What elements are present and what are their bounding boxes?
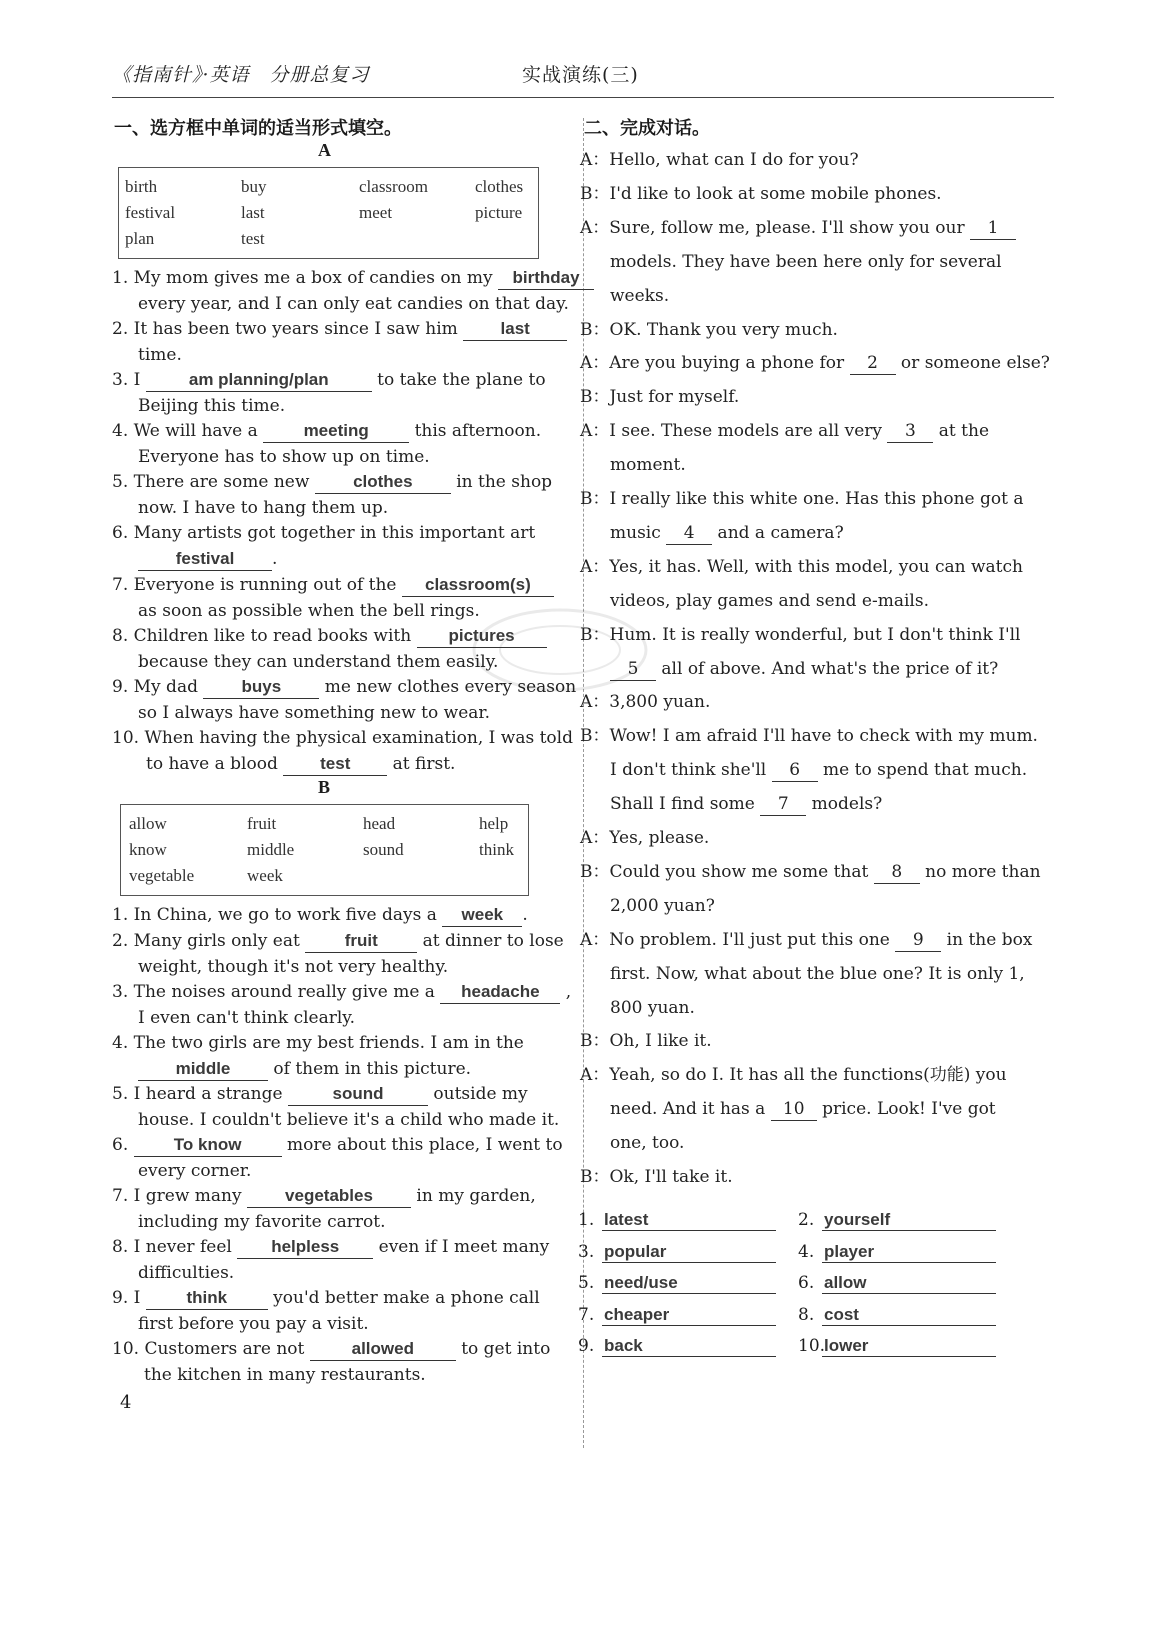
- q-text: in the shop: [456, 472, 553, 492]
- answer-item: [578, 1210, 776, 1231]
- answer-blank[interactable]: week: [442, 904, 522, 927]
- dialogue-line: [610, 657, 998, 681]
- question-b7: [112, 1183, 536, 1209]
- section2-title: 二、完成对话。: [584, 118, 710, 139]
- header-rule: [112, 97, 1054, 98]
- answer-value[interactable]: cost: [822, 1305, 996, 1326]
- box-word: picture: [475, 203, 523, 222]
- dialogue-line: B：Oh, I like it.: [580, 1031, 712, 1051]
- q-line2: Beijing this time.: [138, 396, 286, 416]
- q-line2: every corner.: [138, 1161, 252, 1181]
- q-num: 2.: [112, 931, 129, 951]
- q-text: I: [133, 1288, 141, 1308]
- answer-blank[interactable]: middle: [138, 1058, 268, 1081]
- q-text: I heard a strange: [133, 1084, 283, 1104]
- q-num: 7.: [112, 1186, 129, 1206]
- answer-blank[interactable]: To know: [134, 1134, 282, 1157]
- q-line2: including my favorite carrot.: [138, 1212, 386, 1232]
- question-a2: [112, 316, 567, 342]
- dialogue-line: B：Just for myself.: [580, 387, 740, 407]
- box-word: know: [129, 840, 167, 859]
- dialogue-text: price. Look! I've got: [816, 1099, 996, 1119]
- dialogue-text: in the box: [941, 930, 1033, 950]
- dialogue-line: A：Yeah, so do I. It has all the functions(功能) you: [580, 1065, 1007, 1085]
- q-num: 8.: [112, 1237, 129, 1257]
- question-a8: [112, 623, 547, 649]
- dialogue-line: [580, 860, 1041, 884]
- question-a10: [112, 725, 573, 751]
- q-line2: [146, 751, 455, 777]
- question-b8: [112, 1234, 549, 1260]
- q-text: me new clothes every season: [324, 677, 577, 697]
- q-text: Children like to read books with: [133, 626, 412, 646]
- dialogue-blank[interactable]: 7: [760, 793, 806, 816]
- q-text: I never feel: [133, 1237, 232, 1257]
- dialogue-text: B：Could you show me some that: [580, 862, 874, 882]
- q-num: 2.: [112, 319, 129, 339]
- answer-blank[interactable]: birthday: [498, 267, 594, 290]
- q-text: The noises around really give me a: [133, 982, 435, 1002]
- q-text: more about this place, I went to: [287, 1135, 563, 1155]
- question-b9: [112, 1285, 540, 1311]
- boxA-label: A: [318, 140, 331, 160]
- dialogue-line: [610, 521, 844, 545]
- dialogue-text: all of above. And what's the price of it?: [656, 659, 999, 679]
- box-word: festival: [125, 203, 176, 222]
- dialogue-blank[interactable]: 2: [850, 352, 896, 375]
- q-text: at first.: [392, 754, 456, 774]
- dialogue-blank[interactable]: 1: [970, 217, 1016, 240]
- box-word: buy: [241, 177, 267, 196]
- q-line2: first before you pay a visit.: [138, 1314, 369, 1334]
- q-text: you'd better make a phone call: [273, 1288, 540, 1308]
- answer-blank[interactable]: allowed: [310, 1338, 456, 1361]
- answer-number: 2.: [798, 1210, 815, 1230]
- answer-item: [798, 1210, 996, 1231]
- answer-value[interactable]: need/use: [602, 1273, 776, 1294]
- section1-title: 一、选方框中单词的适当形式填空。: [114, 118, 402, 139]
- question-b6: [112, 1132, 563, 1158]
- q-text: this afternoon.: [414, 421, 542, 441]
- question-b2: [112, 928, 564, 954]
- dialogue-line: 2,000 yuan?: [610, 896, 715, 916]
- answer-number: 10.: [798, 1336, 826, 1356]
- answer-item: [578, 1336, 776, 1357]
- dialogue-text: no more than: [919, 862, 1041, 882]
- boxB-label: B: [318, 777, 331, 797]
- q-line2: the kitchen in many restaurants.: [144, 1365, 426, 1385]
- answer-value[interactable]: lower: [822, 1336, 996, 1357]
- dialogue-blank[interactable]: 3: [887, 420, 933, 443]
- answer-item: [578, 1273, 776, 1294]
- dialogue-text: I don't think she'll: [610, 760, 772, 780]
- dialogue-line: weeks.: [610, 286, 670, 306]
- q-text: to get into: [461, 1339, 551, 1359]
- dialogue-line: [580, 351, 1050, 375]
- question-b10: [112, 1336, 550, 1362]
- q-num: 4.: [112, 1033, 129, 1053]
- box-word: think: [479, 840, 514, 859]
- q-num: 4.: [112, 421, 129, 441]
- q-line2: so I always have something new to wear.: [138, 703, 491, 723]
- q-text: When having the physical examination, I was told: [144, 728, 573, 748]
- box-word: birth: [125, 177, 158, 196]
- q-line2: time.: [138, 345, 182, 365]
- dialogue-line: models. They have been here only for several: [610, 252, 1002, 272]
- q-line2: as soon as possible when the bell rings.: [138, 601, 480, 621]
- q-text: Everyone is running out of the: [133, 575, 397, 595]
- dialogue-line: B：I'd like to look at some mobile phones.: [580, 184, 942, 204]
- q-line2: house. I couldn't believe it's a child who made it.: [138, 1110, 560, 1130]
- answer-blank[interactable]: test: [283, 753, 387, 776]
- dialogue-blank[interactable]: 8: [874, 861, 920, 884]
- question-a4: [112, 418, 541, 444]
- question-b3: [112, 979, 571, 1005]
- dialogue-text: at the: [933, 421, 990, 441]
- dialogue-line: 800 yuan.: [610, 998, 695, 1018]
- dialogue-line: [580, 928, 1032, 952]
- dialogue-text: Shall I find some: [610, 794, 761, 814]
- dialogue-line: [610, 792, 882, 816]
- box-word: week: [247, 866, 283, 885]
- q-num: 6.: [112, 523, 129, 543]
- dialogue-text: A：I see. These models are all very: [580, 421, 888, 441]
- dialogue-line: first. Now, what about the blue one? It is only 1,: [610, 964, 1025, 984]
- q-line2: because they can understand them easily.: [138, 652, 499, 672]
- q-num: 9.: [112, 1288, 129, 1308]
- box-word: last: [241, 203, 265, 222]
- dialogue-line: B：OK. Thank you very much.: [580, 320, 838, 340]
- dialogue-line: videos, play games and send e-mails.: [610, 591, 929, 611]
- q-text: I: [133, 370, 141, 390]
- question-a9: [112, 674, 576, 700]
- q-text: We will have a: [133, 421, 258, 441]
- dialogue-line: moment.: [610, 455, 686, 475]
- q-num: 9.: [112, 677, 129, 697]
- dialogue-line: A：3,800 yuan.: [580, 692, 711, 712]
- dialogue-line: A：Hello, what can I do for you?: [580, 150, 859, 170]
- answer-item: [798, 1336, 996, 1357]
- answer-value[interactable]: yourself: [822, 1210, 996, 1231]
- q-num: 7.: [112, 575, 129, 595]
- box-word: classroom: [359, 177, 428, 196]
- answer-value[interactable]: allow: [822, 1273, 996, 1294]
- box-word: clothes: [475, 177, 524, 196]
- dialogue-blank[interactable]: 10: [771, 1098, 817, 1121]
- answer-blank[interactable]: sound: [288, 1083, 428, 1106]
- answer-value[interactable]: popular: [602, 1242, 776, 1263]
- word-box-b: [120, 804, 529, 896]
- dialogue-blank[interactable]: 6: [772, 759, 818, 782]
- answer-item: [578, 1242, 776, 1263]
- question-a7: [112, 572, 554, 598]
- box-word: sound: [363, 840, 404, 859]
- q-text: Many girls only eat: [133, 931, 300, 951]
- q-text: in my garden,: [416, 1186, 536, 1206]
- answer-blank[interactable]: vegetables: [247, 1185, 411, 1208]
- answer-blank[interactable]: helpless: [237, 1236, 373, 1259]
- q-line2: Everyone has to show up on time.: [138, 447, 430, 467]
- box-word: plan: [125, 229, 155, 248]
- answer-number: 4.: [798, 1241, 815, 1262]
- dialogue-line: one, too.: [610, 1133, 685, 1153]
- question-a6: [112, 520, 535, 546]
- dialogue-line: B：Wow! I am afraid I'll have to check with my mum.: [580, 726, 1038, 746]
- box-word: help: [479, 814, 509, 833]
- dialogue-blank[interactable]: 9: [895, 929, 941, 952]
- answer-number: 6.: [798, 1273, 815, 1293]
- box-word: meet: [359, 203, 393, 222]
- question-b4: [112, 1030, 524, 1056]
- q-text: ,: [565, 982, 572, 1002]
- answer-item: [798, 1242, 996, 1263]
- q-text: to have a blood: [146, 754, 278, 774]
- box-word: vegetable: [129, 866, 195, 885]
- dialogue-text: A：No problem. I'll just put this one: [580, 930, 896, 950]
- dialogue-text: A：Sure, follow me, please. I'll show you our: [580, 218, 970, 238]
- answer-value[interactable]: player: [822, 1242, 996, 1263]
- q-text: .: [272, 549, 278, 569]
- dialogue-text: models?: [806, 794, 883, 814]
- q-num: 5.: [112, 1084, 129, 1104]
- dialogue-text: me to spend that much.: [817, 760, 1028, 780]
- box-word: middle: [247, 840, 295, 859]
- word-box-a: [118, 167, 539, 259]
- q-num: 3.: [112, 370, 129, 390]
- box-word: allow: [129, 814, 167, 833]
- q-text: .: [522, 905, 528, 925]
- header-book-title: 《指南针》·英语 分册总复习: [112, 64, 370, 86]
- q-line2: every year, and I can only eat candies on that day.: [138, 294, 569, 314]
- answer-number: 1.: [578, 1210, 595, 1230]
- q-num: 1.: [112, 268, 129, 288]
- dialogue-text: or someone else?: [895, 353, 1050, 373]
- q-line2: [138, 1056, 471, 1082]
- q-text: The two girls are my best friends. I am in the: [133, 1033, 524, 1053]
- question-b1: [112, 902, 528, 928]
- answer-value[interactable]: back: [602, 1336, 776, 1357]
- q-text: at dinner to lose: [422, 931, 564, 951]
- answer-blank[interactable]: fruit: [305, 930, 417, 953]
- q-line2: difficulties.: [138, 1263, 235, 1283]
- answer-blank[interactable]: pictures: [417, 625, 547, 648]
- answer-blank[interactable]: classroom(s): [402, 574, 554, 597]
- dialogue-line: [610, 1097, 996, 1121]
- q-text: I grew many: [133, 1186, 242, 1206]
- dialogue-text: need. And it has a: [610, 1099, 771, 1119]
- q-text: My mom gives me a box of candies on my: [133, 268, 493, 288]
- dialogue-blank[interactable]: 4: [666, 522, 712, 545]
- q-line2: weight, though it's not very healthy.: [138, 957, 449, 977]
- dialogue-line: B：I really like this white one. Has this phone got a: [580, 489, 1024, 509]
- q-text: In China, we go to work five days a: [133, 905, 437, 925]
- box-word: fruit: [247, 814, 277, 833]
- dialogue-line: B：Ok, I'll take it.: [580, 1167, 733, 1187]
- q-text: outside my: [433, 1084, 528, 1104]
- header-section-title: 实战演练(三): [522, 64, 639, 86]
- q-text: Customers are not: [144, 1339, 305, 1359]
- q-num: 1.: [112, 905, 129, 925]
- answer-blank[interactable]: festival: [138, 548, 272, 571]
- dialogue-text: and a camera?: [712, 523, 844, 543]
- answer-number: 3.: [578, 1241, 595, 1262]
- q-num: 6.: [112, 1135, 129, 1155]
- box-word: head: [363, 814, 396, 833]
- q-text: Many artists got together in this important art: [133, 523, 536, 543]
- answer-blank[interactable]: am planning/plan: [146, 369, 372, 392]
- q-num: 5.: [112, 472, 129, 492]
- q-num: 3.: [112, 982, 129, 1002]
- dialogue-line: A：Yes, it has. Well, with this model, you can watch: [580, 557, 1023, 577]
- answer-blank[interactable]: think: [146, 1287, 268, 1310]
- q-text: to take the plane to: [377, 370, 546, 390]
- answer-blank[interactable]: buys: [203, 676, 319, 699]
- answer-value[interactable]: cheaper: [602, 1305, 776, 1326]
- dialogue-line: [610, 758, 1027, 782]
- answer-item: [578, 1305, 776, 1326]
- q-text: of them in this picture.: [273, 1059, 472, 1079]
- answer-number: 8.: [798, 1304, 815, 1325]
- answer-blank[interactable]: last: [463, 318, 567, 341]
- q-num: 10.: [112, 728, 140, 748]
- question-a1: [112, 265, 594, 291]
- q-text: It has been two years since I saw him: [133, 319, 458, 339]
- q-line2: [138, 546, 277, 572]
- answer-value[interactable]: latest: [602, 1210, 776, 1231]
- q-text: My dad: [133, 677, 198, 697]
- q-line2: I even can't think clearly.: [138, 1008, 356, 1028]
- dialogue-line: B：Hum. It is really wonderful, but I don't think I'll: [580, 625, 1021, 645]
- answer-blank[interactable]: headache: [440, 981, 560, 1004]
- q-text: even if I meet many: [378, 1237, 550, 1257]
- answer-number: 7.: [578, 1304, 595, 1325]
- dialogue-line: [580, 216, 1016, 240]
- answer-item: [798, 1273, 996, 1294]
- q-num: 8.: [112, 626, 129, 646]
- question-a5: [112, 469, 552, 495]
- question-b5: [112, 1081, 528, 1107]
- q-num: 10.: [112, 1339, 140, 1359]
- question-a3: [112, 367, 546, 393]
- answer-number: 5.: [578, 1273, 595, 1293]
- q-text: There are some new: [133, 472, 310, 492]
- answer-number: 9.: [578, 1336, 595, 1356]
- page-number: 4: [120, 1392, 132, 1413]
- dialogue-text: A：Are you buying a phone for: [580, 353, 850, 373]
- dialogue-text: music: [610, 523, 667, 543]
- dialogue-line: A：Yes, please.: [580, 828, 710, 848]
- answer-blank[interactable]: meeting: [263, 420, 409, 443]
- dialogue-line: [580, 419, 989, 443]
- answer-item: [798, 1305, 996, 1326]
- box-word: test: [241, 229, 265, 248]
- dialogue-blank[interactable]: 5: [610, 658, 656, 681]
- q-line2: now. I have to hang them up.: [138, 498, 389, 518]
- answer-blank[interactable]: clothes: [315, 471, 451, 494]
